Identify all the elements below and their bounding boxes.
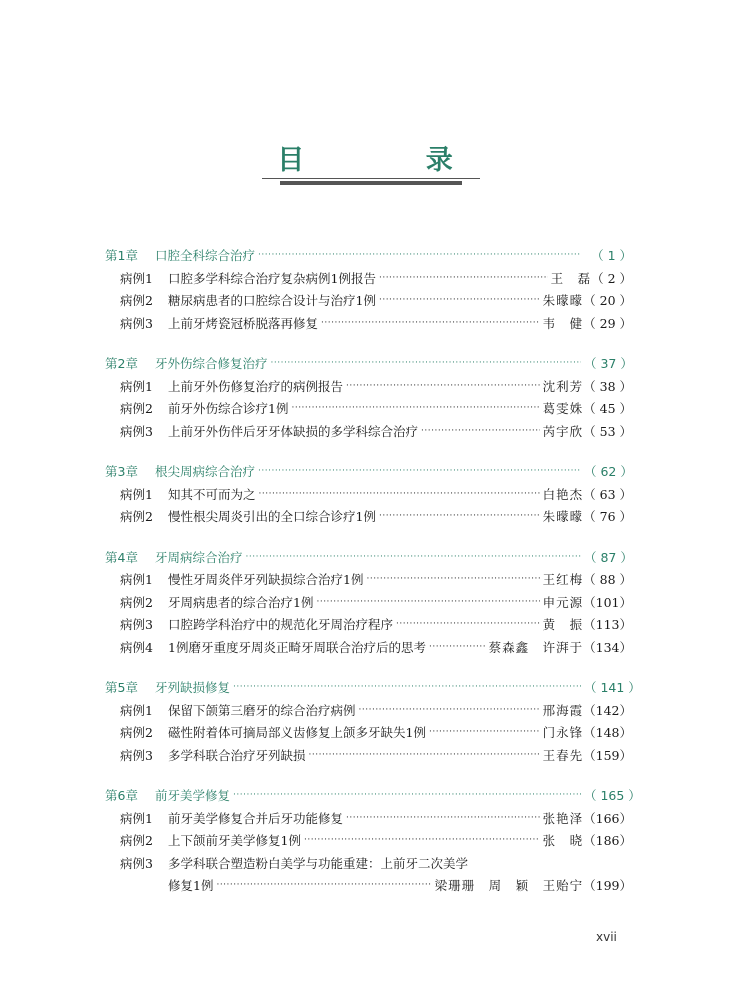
- leader-dots: [246, 546, 581, 569]
- leader-dots: [258, 244, 581, 267]
- leader-dots: [346, 375, 540, 398]
- case-title: 上前牙烤瓷冠桥脱落再修复: [168, 315, 319, 331]
- leader-dots: [346, 807, 540, 830]
- case-author: 沈利芳: [542, 378, 584, 394]
- chapter-number: 第1章: [105, 248, 138, 263]
- chapter-entry[interactable]: [105, 245, 632, 268]
- chapter-title: 牙列缺损修复: [155, 680, 231, 695]
- chapter-title: 前牙美学修复: [155, 788, 231, 803]
- case-title: 磁性附着体可摘局部义齿修复上颌多牙缺失1例: [168, 725, 426, 740]
- chapter-entry[interactable]: [105, 353, 632, 376]
- leader-dots: [316, 591, 539, 614]
- case-author: 韦 健: [542, 315, 584, 331]
- case-title: 保留下颌第三磨牙的综合治疗病例: [168, 702, 356, 718]
- case-number: 病例2: [120, 725, 153, 740]
- case-author: 朱曚曚: [542, 293, 584, 308]
- case-page: （101）: [583, 594, 632, 610]
- case-number: 病例3: [120, 423, 153, 439]
- case-author: 白艳杰: [542, 486, 584, 502]
- chapter-page: （ 141 ）: [584, 680, 641, 695]
- chapter-title: 牙周病综合治疗: [155, 549, 243, 565]
- case-entry[interactable]: [105, 506, 632, 529]
- case-entry[interactable]: [105, 614, 632, 637]
- case-number: 病例2: [120, 509, 153, 524]
- leader-dots: [321, 312, 540, 335]
- chapter-page: （ 1 ）: [591, 248, 632, 263]
- case-number: 病例1: [120, 572, 153, 587]
- case-entry[interactable]: [105, 376, 632, 399]
- case-title-continued: 修复1例: [168, 878, 214, 893]
- case-title: 上前牙外伤伴后牙牙体缺损的多学科综合治疗: [168, 423, 419, 439]
- chapter-1: [105, 245, 632, 335]
- case-page: （186）: [583, 833, 632, 848]
- case-author: 朱曚曚: [542, 509, 584, 524]
- leader-dots: [379, 289, 540, 312]
- case-title: 牙周病患者的综合治疗1例: [168, 594, 314, 610]
- chapter-number: 第6章: [105, 788, 138, 803]
- case-entry[interactable]: [105, 313, 632, 336]
- case-entry[interactable]: [105, 745, 632, 768]
- case-entry[interactable]: [105, 808, 632, 831]
- chapter-entry[interactable]: [105, 461, 632, 484]
- table-of-contents: [105, 245, 641, 916]
- case-author: 张 晓: [542, 833, 584, 848]
- case-number: 病例2: [120, 594, 153, 610]
- leader-dots: [309, 744, 540, 767]
- case-entry[interactable]: [105, 637, 632, 660]
- case-entry-continued[interactable]: [105, 875, 632, 898]
- case-entry[interactable]: [105, 421, 632, 444]
- chapter-4: [105, 547, 632, 660]
- chapter-5: [105, 677, 641, 767]
- chapter-title: 牙外伤综合修复治疗: [155, 356, 268, 371]
- chapter-page: （ 37 ）: [584, 356, 633, 371]
- chapter-number: 第4章: [105, 549, 138, 565]
- case-number: 病例1: [120, 486, 153, 502]
- leader-dots: [304, 829, 540, 852]
- case-title: 多学科联合塑造粉白美学与功能重建：上前牙二次美学: [168, 855, 469, 871]
- case-number: 病例2: [120, 833, 153, 848]
- chapter-entry[interactable]: [105, 785, 641, 808]
- case-author: 黄 振: [542, 617, 584, 632]
- leader-dots: [396, 613, 540, 636]
- case-author: 邢海霞: [542, 702, 584, 718]
- case-author: 梁珊珊 周 颖 王贻宁: [434, 878, 584, 893]
- chapter-6: [105, 785, 641, 898]
- case-author: 门永锋: [542, 725, 584, 740]
- case-number: 病例4: [120, 639, 153, 655]
- title-underline-thick: [280, 181, 462, 185]
- case-entry[interactable]: [105, 569, 632, 592]
- case-page: （ 2 ）: [591, 270, 632, 286]
- chapter-entry[interactable]: [105, 677, 641, 700]
- case-page: （ 20 ）: [583, 293, 632, 308]
- case-author: 芮宇欣: [542, 423, 584, 439]
- case-entry[interactable]: [105, 398, 632, 421]
- case-page: （ 29 ）: [583, 315, 632, 331]
- leader-dots: [291, 397, 539, 420]
- case-number: 病例3: [120, 855, 153, 871]
- case-page: （ 63 ）: [583, 486, 632, 502]
- leader-dots: [421, 420, 540, 443]
- case-number: 病例2: [120, 293, 153, 308]
- case-page: （ 88 ）: [583, 572, 632, 587]
- case-entry[interactable]: [105, 830, 632, 853]
- case-entry[interactable]: [105, 592, 632, 615]
- case-page: （148）: [583, 725, 632, 740]
- case-page: （134）: [583, 639, 632, 655]
- case-title: 多学科联合治疗牙列缺损: [168, 747, 306, 763]
- leader-dots: [233, 676, 581, 699]
- case-author: 王红梅: [542, 572, 584, 587]
- chapter-number: 第5章: [105, 680, 138, 695]
- case-entry[interactable]: [105, 700, 632, 723]
- case-title: 口腔多学科综合治疗复杂病例1例报告: [168, 270, 376, 286]
- case-title: 前牙外伤综合诊疗1例: [168, 401, 289, 416]
- case-title: 上前牙外伤修复治疗的病例报告: [168, 378, 344, 394]
- chapter-number: 第3章: [105, 464, 138, 479]
- case-entry[interactable]: [105, 484, 632, 507]
- leader-dots: [359, 699, 540, 722]
- leader-dots: [429, 721, 540, 744]
- case-page: （166）: [583, 810, 632, 826]
- case-author: 蔡森鑫 许湃于: [488, 639, 584, 655]
- case-number: 病例3: [120, 617, 153, 632]
- case-page: （ 45 ）: [583, 401, 632, 416]
- case-page: （ 38 ）: [583, 378, 632, 394]
- page-number: xvii: [596, 930, 617, 944]
- chapter-title: 根尖周病综合治疗: [155, 464, 256, 479]
- leader-dots: [379, 505, 540, 528]
- case-author: 王春先: [542, 747, 584, 763]
- case-page: （ 53 ）: [583, 423, 632, 439]
- title-underline: [262, 178, 480, 179]
- case-title: 前牙美学修复合并后牙功能修复: [168, 810, 344, 826]
- case-number: 病例3: [120, 747, 153, 763]
- chapter-title: 口腔全科综合治疗: [155, 248, 256, 263]
- leader-dots: [216, 874, 431, 897]
- case-number: 病例1: [120, 810, 153, 826]
- case-entry[interactable]: [105, 268, 632, 291]
- page-title: 目 录: [277, 145, 509, 176]
- case-author: 申元源: [542, 594, 584, 610]
- case-title: 糖尿病患者的口腔综合设计与治疗1例: [168, 293, 376, 308]
- case-number: 病例1: [120, 378, 153, 394]
- case-page: （159）: [583, 747, 632, 763]
- chapter-page: （ 87 ）: [584, 549, 633, 565]
- case-title: 口腔跨学科治疗中的规范化牙周治疗程序: [168, 617, 394, 632]
- leader-dots: [429, 636, 486, 659]
- case-author: 王 磊: [550, 270, 592, 286]
- chapter-number: 第2章: [105, 356, 138, 371]
- case-title: 慢性牙周炎伴牙列缺损综合治疗1例: [168, 572, 364, 587]
- leader-dots: [379, 267, 548, 290]
- case-title: 慢性根尖周炎引出的全口综合诊疗1例: [168, 509, 376, 524]
- case-number: 病例1: [120, 270, 153, 286]
- case-page: （ 76 ）: [583, 509, 632, 524]
- case-author: 葛雯姝: [542, 401, 584, 416]
- case-entry[interactable]: [105, 853, 632, 876]
- chapter-entry[interactable]: [105, 547, 632, 570]
- chapter-page: （ 165 ）: [584, 788, 641, 803]
- case-number: 病例3: [120, 315, 153, 331]
- case-number: 病例2: [120, 401, 153, 416]
- leader-dots: [259, 483, 540, 506]
- case-author: 张艳泽: [542, 810, 584, 826]
- case-entry[interactable]: [105, 290, 632, 313]
- case-page: （199）: [583, 878, 632, 893]
- case-page: （142）: [583, 702, 632, 718]
- leader-dots: [366, 568, 539, 591]
- case-number: 病例1: [120, 702, 153, 718]
- leader-dots: [233, 784, 581, 807]
- case-title: 1例磨牙重度牙周炎正畸牙周联合治疗后的思考: [168, 639, 426, 655]
- case-page: （113）: [583, 617, 632, 632]
- case-title: 上下颌前牙美学修复1例: [168, 833, 301, 848]
- chapter-2: [105, 353, 632, 443]
- case-title: 知其不可而为之: [168, 486, 256, 502]
- chapter-3: [105, 461, 632, 529]
- case-entry[interactable]: [105, 722, 632, 745]
- leader-dots: [271, 352, 581, 375]
- chapter-page: （ 62 ）: [584, 464, 633, 479]
- leader-dots: [258, 460, 581, 483]
